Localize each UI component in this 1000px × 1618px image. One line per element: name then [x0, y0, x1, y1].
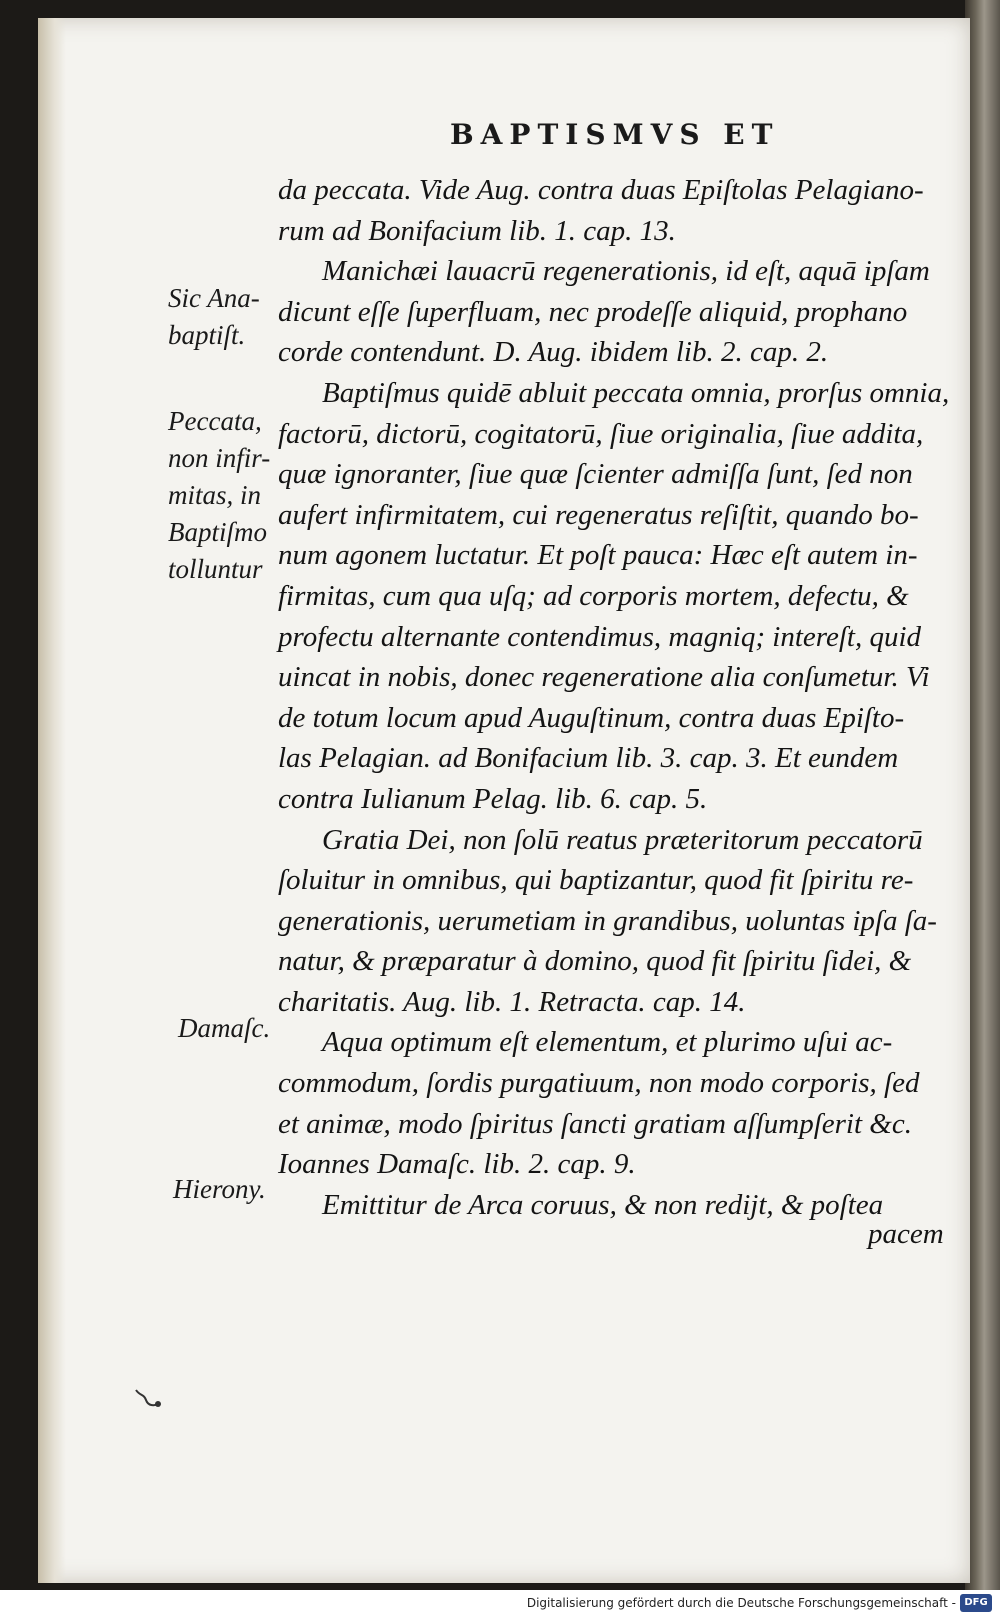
thread-mark-icon — [134, 1388, 162, 1410]
text-line: contra Iulianum Pelag. lib. 6. cap. 5. — [278, 782, 708, 815]
text-line: firmitas, cum qua uſq; ad corporis mortem, defectu, & — [278, 579, 909, 612]
margin-line: Sic Ana- — [168, 283, 260, 313]
margin-note-sic-anabaptist — [168, 280, 260, 354]
text-line: Ioannes Damaſc. lib. 2. cap. 9. — [278, 1148, 636, 1181]
margin-line: Baptiſmo — [168, 517, 267, 547]
margin-note-damasc — [178, 1010, 270, 1047]
text-line: et animæ, modo ſpiritus ſancti gratiam aſſumpſerit &c. — [278, 1107, 912, 1140]
text-line: rum ad Bonifacium lib. 1. cap. 13. — [278, 214, 676, 247]
footer-bar — [0, 1590, 1000, 1618]
text-line: las Pelagian. ad Bonifacium lib. 3. cap. 3. Et eundem — [278, 742, 899, 775]
text-line: natur, & præparatur à domino, quod fit ſpiritu ſidei, & — [278, 945, 912, 978]
margin-note-hierony — [173, 1171, 266, 1208]
text-line: num agonem luctatur. Et poſt pauca: Hæc eſt autem in- — [278, 539, 918, 572]
text-line: Manichæi lauacrū regenerationis, id eſt, aquā ipſam — [322, 255, 930, 288]
text-line: factorū, dictorū, cogitatorū, ſiue originalia, ſiue addita, — [278, 417, 924, 450]
margin-line: Hierony. — [173, 1174, 266, 1204]
text-line: corde contendunt. D. Aug. ibidem lib. 2. cap. 2. — [278, 336, 829, 369]
text-line: dicunt eſſe ſuperfluam, nec prodeſſe aliquid, prophano — [278, 295, 908, 328]
text-line: Gratia Dei, non ſolū reatus præteritorum peccatorū — [322, 823, 923, 856]
main-text-block — [278, 170, 978, 1225]
book-page — [38, 18, 970, 1583]
margin-line: baptiſt. — [168, 320, 246, 350]
text-line: Baptiſmus quidē abluit peccata omnia, prorſus omnia, — [322, 376, 950, 409]
text-line: da peccata. Vide Aug. contra duas Epiſtolas Pelagiano- — [278, 174, 924, 206]
page-gutter-shadow — [38, 18, 66, 1583]
text-line: profectu alternante contendimus, magniq; intereſt, quid — [278, 620, 921, 653]
margin-line: Peccata, — [168, 406, 262, 436]
footer-credit: Digitalisierung gefördert durch die Deutsche Forschungsgemeinschaft - — [526, 1596, 956, 1610]
text-line: quæ ignoranter, ſiue quæ ſcienter admiſſa ſunt, ſed non — [278, 458, 913, 491]
text-line: Aqua optimum eſt elementum, et plurimo uſui ac- — [322, 1026, 893, 1059]
catchword: pacem — [868, 1218, 944, 1250]
margin-line: non infir- — [168, 443, 271, 473]
running-header: BAPTISMVS ET — [450, 118, 780, 151]
margin-line: tolluntur — [168, 554, 263, 584]
text-line: ſoluitur in omnibus, qui baptizantur, quod fit ſpiritu re- — [278, 864, 914, 897]
margin-line: Damaſc. — [178, 1013, 271, 1043]
text-line: de totum locum apud Auguſtinum, contra duas Epiſto- — [278, 701, 905, 734]
margin-note-peccata — [168, 403, 270, 588]
text-line: charitatis. Aug. lib. 1. Retracta. cap. 14. — [278, 985, 746, 1018]
text-line: uincat in nobis, donec regeneratione alia conſumetur. Vi — [278, 661, 930, 694]
dfg-logo: DFG — [960, 1594, 992, 1612]
text-line: commodum, ſordis purgatiuum, non modo corporis, ſed — [278, 1067, 920, 1100]
text-line: generationis, uerumetiam in grandibus, uoluntas ipſa ſa- — [278, 904, 937, 937]
margin-line: mitas, in — [168, 480, 262, 510]
text-line: aufert infirmitatem, cui regeneratus reſiſtit, quando bo- — [278, 498, 919, 531]
text-line: Emittitur de Arca coruus, & non redijt, & poſtea — [322, 1188, 884, 1221]
